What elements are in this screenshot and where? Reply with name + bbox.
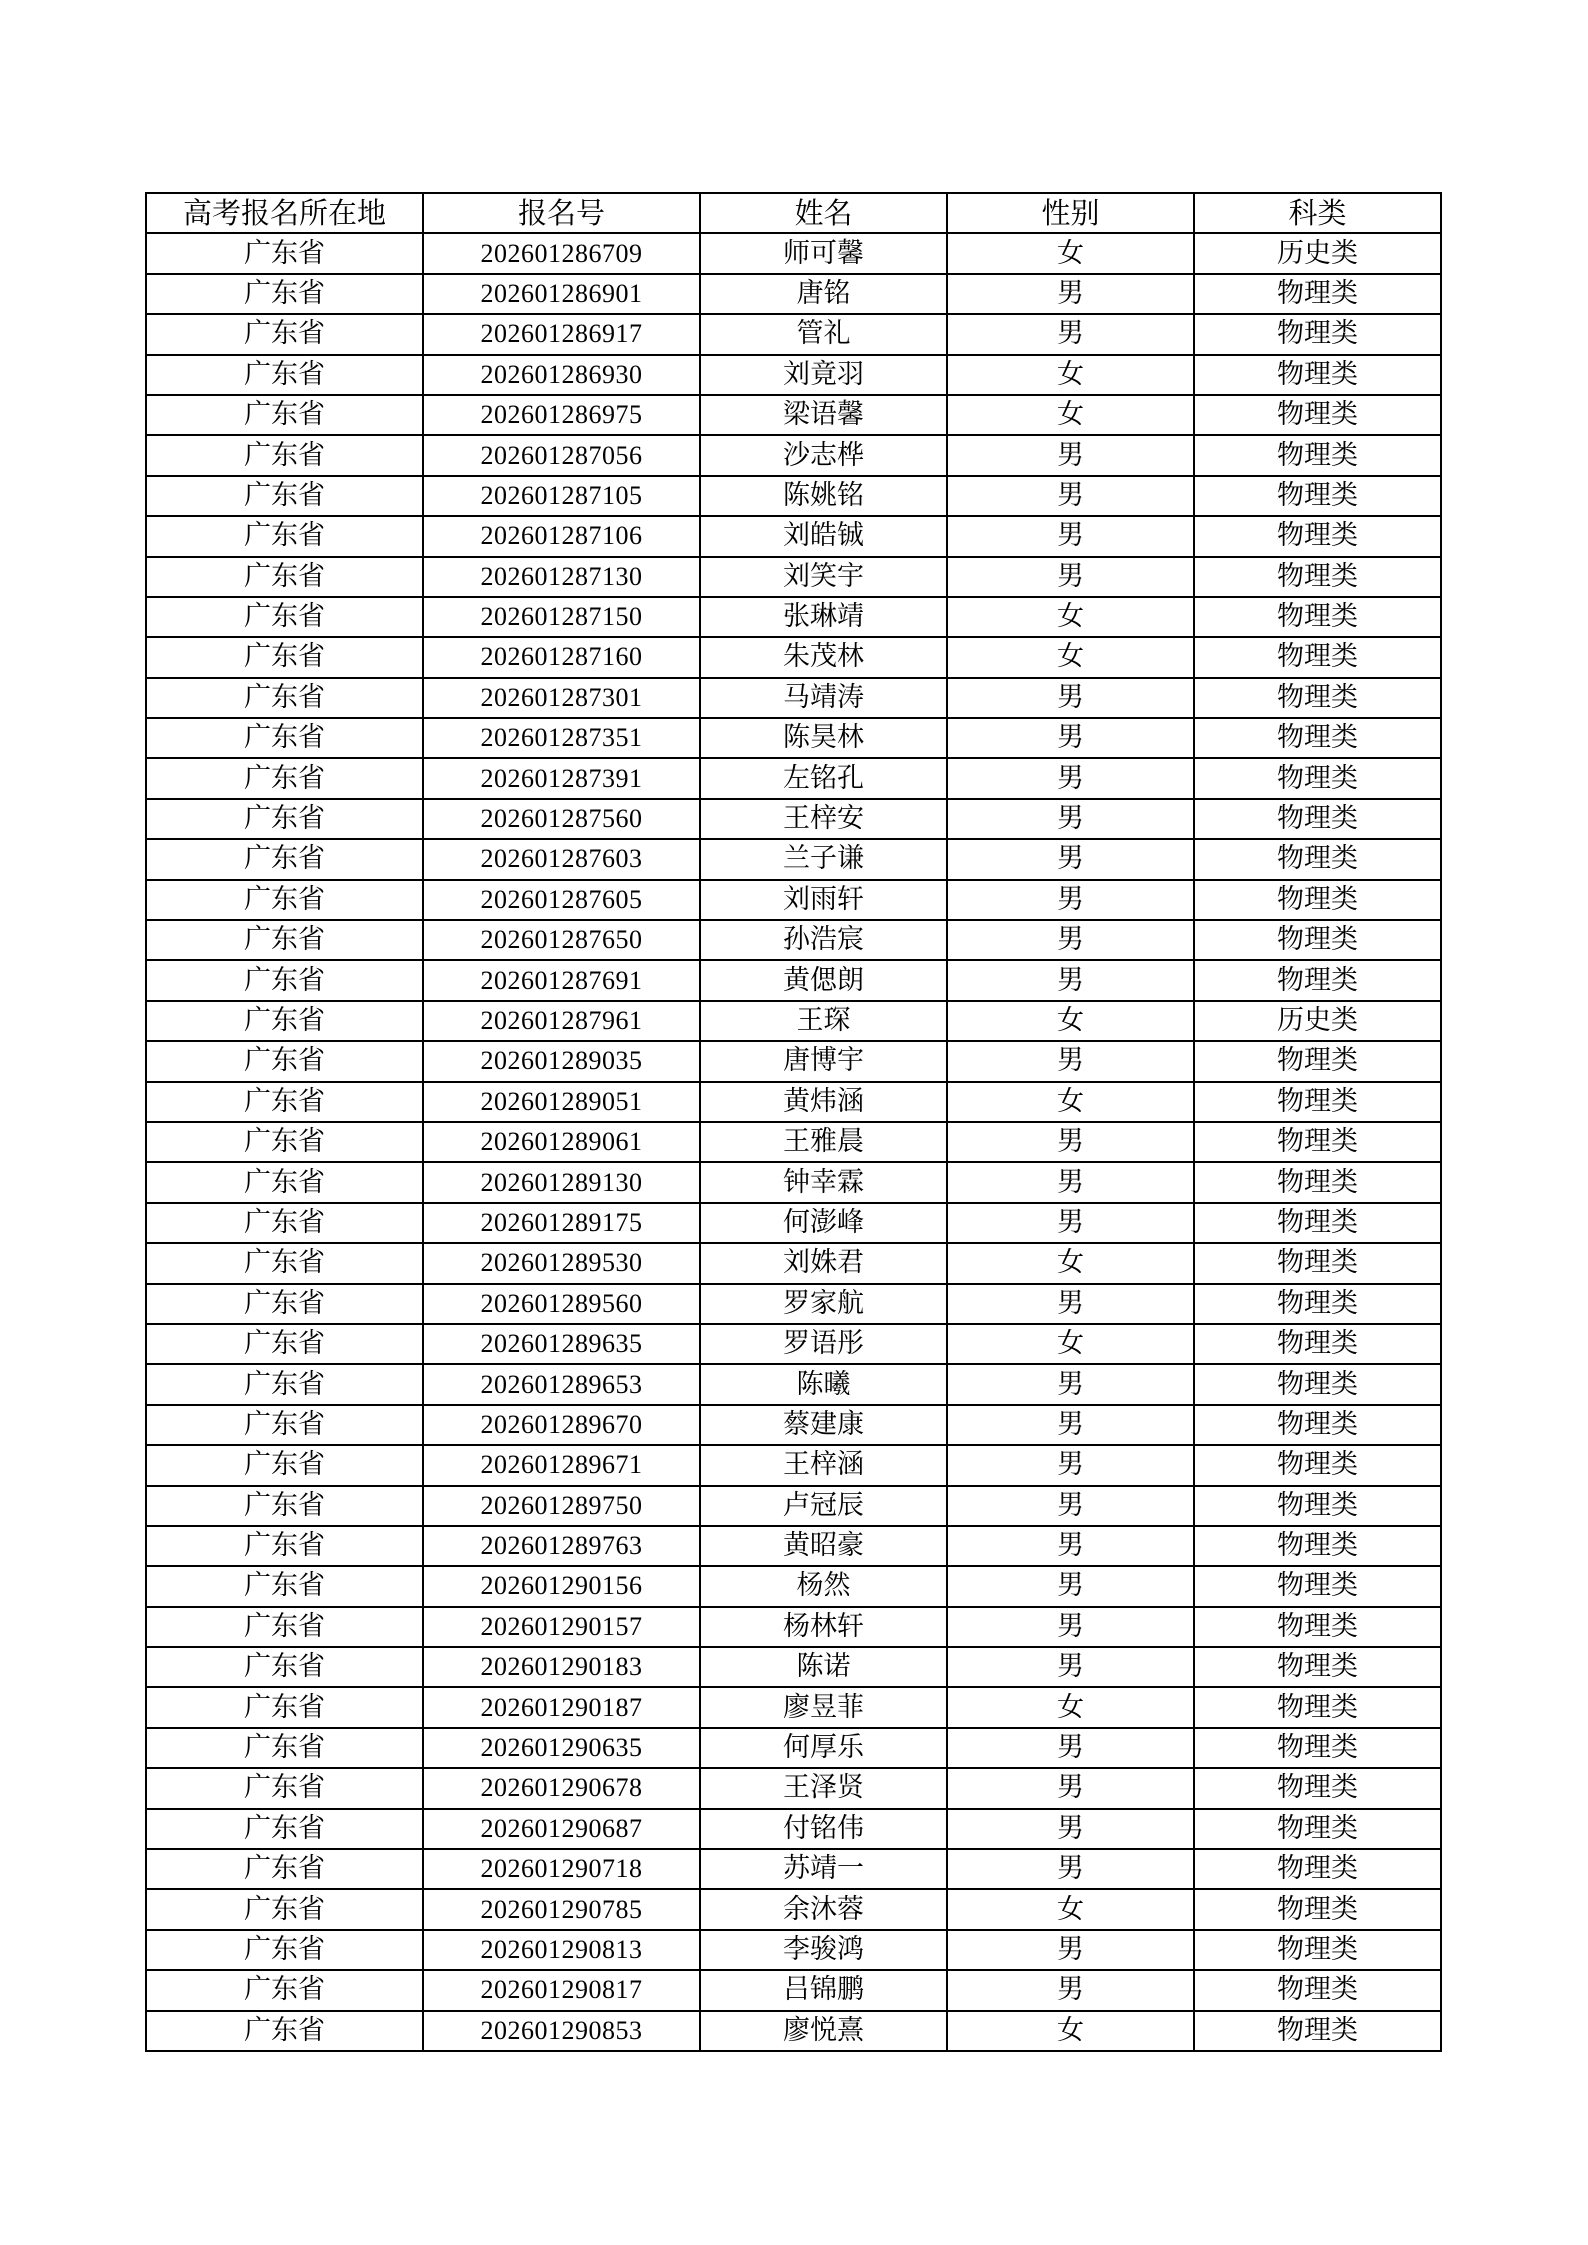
cell-gender: 女: [947, 1082, 1194, 1122]
cell-name: 廖悦熹: [700, 2011, 947, 2051]
table-row: [146, 758, 1441, 798]
cell-registration-number: 202601290817: [423, 1970, 700, 2010]
cell-registration-number: 202601289670: [423, 1405, 700, 1445]
cell-name: 师可馨: [700, 233, 947, 273]
cell-location: 广东省: [146, 1162, 423, 1202]
table-row: [146, 1728, 1441, 1768]
cell-registration-number: 202601287160: [423, 637, 700, 677]
cell-registration-number: 202601287650: [423, 920, 700, 960]
cell-location: 广东省: [146, 758, 423, 798]
cell-subject-category: 物理类: [1194, 960, 1441, 1000]
cell-registration-number: 202601287056: [423, 435, 700, 475]
table-row: [146, 435, 1441, 475]
table-row: [146, 678, 1441, 718]
cell-location: 广东省: [146, 476, 423, 516]
cell-name: 马靖涛: [700, 678, 947, 718]
cell-subject-category: 物理类: [1194, 1284, 1441, 1324]
cell-location: 广东省: [146, 1930, 423, 1970]
cell-location: 广东省: [146, 1445, 423, 1485]
cell-subject-category: 物理类: [1194, 1889, 1441, 1929]
cell-name: 王雅晨: [700, 1122, 947, 1162]
cell-gender: 女: [947, 637, 1194, 677]
table-row: [146, 1970, 1441, 2010]
cell-gender: 男: [947, 758, 1194, 798]
cell-gender: 男: [947, 1162, 1194, 1202]
cell-name: 张琳靖: [700, 597, 947, 637]
cell-gender: 男: [947, 1041, 1194, 1081]
cell-name: 余沐蓉: [700, 1889, 947, 1929]
table-row: [146, 314, 1441, 354]
cell-location: 广东省: [146, 1041, 423, 1081]
cell-registration-number: 202601289175: [423, 1203, 700, 1243]
cell-gender: 男: [947, 1930, 1194, 1970]
cell-gender: 女: [947, 1243, 1194, 1283]
cell-location: 广东省: [146, 1970, 423, 2010]
cell-registration-number: 202601290785: [423, 1889, 700, 1929]
table-row: [146, 1122, 1441, 1162]
table-row: [146, 839, 1441, 879]
cell-name: 吕锦鹏: [700, 1970, 947, 2010]
cell-registration-number: 202601287351: [423, 718, 700, 758]
cell-location: 广东省: [146, 1001, 423, 1041]
cell-subject-category: 物理类: [1194, 1809, 1441, 1849]
cell-subject-category: 物理类: [1194, 1486, 1441, 1526]
table-row: [146, 1687, 1441, 1727]
cell-gender: 男: [947, 799, 1194, 839]
cell-subject-category: 物理类: [1194, 1849, 1441, 1889]
cell-subject-category: 物理类: [1194, 1526, 1441, 1566]
cell-subject-category: 历史类: [1194, 1001, 1441, 1041]
cell-name: 何澎峰: [700, 1203, 947, 1243]
header-subject-category: 科类: [1194, 193, 1441, 233]
cell-registration-number: 202601289560: [423, 1284, 700, 1324]
table-row: [146, 799, 1441, 839]
cell-gender: 男: [947, 880, 1194, 920]
table-row: [146, 355, 1441, 395]
cell-name: 左铭孔: [700, 758, 947, 798]
cell-registration-number: 202601289763: [423, 1526, 700, 1566]
cell-location: 广东省: [146, 1122, 423, 1162]
cell-registration-number: 202601287105: [423, 476, 700, 516]
cell-gender: 男: [947, 1526, 1194, 1566]
cell-registration-number: 202601287961: [423, 1001, 700, 1041]
cell-subject-category: 物理类: [1194, 1203, 1441, 1243]
header-registration-location: 高考报名所在地: [146, 193, 423, 233]
cell-registration-number: 202601290157: [423, 1607, 700, 1647]
cell-gender: 男: [947, 516, 1194, 556]
cell-location: 广东省: [146, 960, 423, 1000]
cell-registration-number: 202601290156: [423, 1566, 700, 1606]
cell-subject-category: 物理类: [1194, 1607, 1441, 1647]
cell-gender: 女: [947, 395, 1194, 435]
cell-registration-number: 202601290687: [423, 1809, 700, 1849]
cell-registration-number: 202601286917: [423, 314, 700, 354]
cell-subject-category: 物理类: [1194, 395, 1441, 435]
cell-gender: 男: [947, 960, 1194, 1000]
cell-gender: 女: [947, 233, 1194, 273]
table-row: [146, 1405, 1441, 1445]
cell-location: 广东省: [146, 637, 423, 677]
cell-subject-category: 物理类: [1194, 799, 1441, 839]
table-row: [146, 1082, 1441, 1122]
cell-name: 陈曦: [700, 1364, 947, 1404]
cell-name: 钟幸霖: [700, 1162, 947, 1202]
cell-gender: 男: [947, 1405, 1194, 1445]
cell-registration-number: 202601287301: [423, 678, 700, 718]
cell-gender: 男: [947, 1849, 1194, 1889]
cell-name: 黄偲朗: [700, 960, 947, 1000]
cell-location: 广东省: [146, 1809, 423, 1849]
table-row: [146, 1041, 1441, 1081]
cell-subject-category: 物理类: [1194, 1324, 1441, 1364]
table-row: [146, 1849, 1441, 1889]
cell-location: 广东省: [146, 1687, 423, 1727]
cell-location: 广东省: [146, 435, 423, 475]
table-row: [146, 1162, 1441, 1202]
table-row: [146, 1647, 1441, 1687]
cell-name: 杨林轩: [700, 1607, 947, 1647]
cell-name: 陈诺: [700, 1647, 947, 1687]
cell-location: 广东省: [146, 1082, 423, 1122]
cell-gender: 女: [947, 2011, 1194, 2051]
cell-subject-category: 物理类: [1194, 839, 1441, 879]
cell-subject-category: 物理类: [1194, 1162, 1441, 1202]
cell-registration-number: 202601287691: [423, 960, 700, 1000]
cell-gender: 男: [947, 1728, 1194, 1768]
cell-registration-number: 202601289061: [423, 1122, 700, 1162]
cell-gender: 男: [947, 1970, 1194, 2010]
cell-registration-number: 202601290853: [423, 2011, 700, 2051]
cell-location: 广东省: [146, 839, 423, 879]
cell-name: 廖昱菲: [700, 1687, 947, 1727]
cell-gender: 女: [947, 597, 1194, 637]
table-header-row: [146, 193, 1441, 233]
cell-name: 何厚乐: [700, 1728, 947, 1768]
cell-subject-category: 物理类: [1194, 1364, 1441, 1404]
cell-subject-category: 物理类: [1194, 597, 1441, 637]
cell-location: 广东省: [146, 2011, 423, 2051]
cell-location: 广东省: [146, 1647, 423, 1687]
cell-gender: 女: [947, 1687, 1194, 1727]
cell-subject-category: 物理类: [1194, 1243, 1441, 1283]
cell-subject-category: 物理类: [1194, 637, 1441, 677]
table-row: [146, 1768, 1441, 1808]
cell-location: 广东省: [146, 1768, 423, 1808]
table-body: [146, 233, 1441, 2051]
cell-location: 广东省: [146, 1486, 423, 1526]
cell-name: 陈姚铭: [700, 476, 947, 516]
cell-registration-number: 202601286901: [423, 274, 700, 314]
cell-gender: 男: [947, 1607, 1194, 1647]
cell-gender: 男: [947, 435, 1194, 475]
cell-location: 广东省: [146, 678, 423, 718]
cell-subject-category: 物理类: [1194, 1687, 1441, 1727]
cell-registration-number: 202601289051: [423, 1082, 700, 1122]
cell-subject-category: 物理类: [1194, 1082, 1441, 1122]
table-row: [146, 1930, 1441, 1970]
cell-name: 沙志桦: [700, 435, 947, 475]
cell-subject-category: 物理类: [1194, 1728, 1441, 1768]
cell-gender: 男: [947, 920, 1194, 960]
table-row: [146, 1364, 1441, 1404]
cell-location: 广东省: [146, 1405, 423, 1445]
table-row: [146, 597, 1441, 637]
cell-location: 广东省: [146, 314, 423, 354]
cell-location: 广东省: [146, 880, 423, 920]
table-row: [146, 1526, 1441, 1566]
cell-subject-category: 物理类: [1194, 557, 1441, 597]
table-row: [146, 516, 1441, 556]
cell-name: 刘竟羽: [700, 355, 947, 395]
cell-registration-number: 202601287150: [423, 597, 700, 637]
cell-subject-category: 物理类: [1194, 1566, 1441, 1606]
cell-location: 广东省: [146, 233, 423, 273]
table-row: [146, 1284, 1441, 1324]
cell-registration-number: 202601289671: [423, 1445, 700, 1485]
cell-name: 王梓涵: [700, 1445, 947, 1485]
cell-name: 刘皓铖: [700, 516, 947, 556]
header-registration-number: 报名号: [423, 193, 700, 233]
cell-location: 广东省: [146, 799, 423, 839]
table-row: [146, 1486, 1441, 1526]
cell-subject-category: 物理类: [1194, 1041, 1441, 1081]
cell-subject-category: 物理类: [1194, 1405, 1441, 1445]
cell-gender: 男: [947, 476, 1194, 516]
cell-registration-number: 202601289635: [423, 1324, 700, 1364]
cell-location: 广东省: [146, 718, 423, 758]
cell-subject-category: 物理类: [1194, 516, 1441, 556]
cell-subject-category: 物理类: [1194, 1970, 1441, 2010]
cell-location: 广东省: [146, 920, 423, 960]
table-row: [146, 920, 1441, 960]
header-gender: 性别: [947, 193, 1194, 233]
table-row: [146, 1566, 1441, 1606]
table-row: [146, 1001, 1441, 1041]
cell-gender: 女: [947, 1001, 1194, 1041]
cell-name: 黄昭豪: [700, 1526, 947, 1566]
cell-location: 广东省: [146, 516, 423, 556]
table-row: [146, 476, 1441, 516]
cell-gender: 男: [947, 678, 1194, 718]
cell-name: 杨然: [700, 1566, 947, 1606]
cell-location: 广东省: [146, 1284, 423, 1324]
cell-subject-category: 物理类: [1194, 880, 1441, 920]
cell-gender: 男: [947, 1445, 1194, 1485]
cell-subject-category: 物理类: [1194, 1930, 1441, 1970]
cell-gender: 女: [947, 1889, 1194, 1929]
table-row: [146, 1445, 1441, 1485]
cell-subject-category: 物理类: [1194, 435, 1441, 475]
cell-name: 王梓安: [700, 799, 947, 839]
cell-name: 孙浩宸: [700, 920, 947, 960]
cell-subject-category: 物理类: [1194, 718, 1441, 758]
cell-registration-number: 202601289035: [423, 1041, 700, 1081]
cell-gender: 女: [947, 1324, 1194, 1364]
cell-registration-number: 202601286930: [423, 355, 700, 395]
cell-registration-number: 202601290718: [423, 1849, 700, 1889]
cell-location: 广东省: [146, 1566, 423, 1606]
cell-registration-number: 202601287603: [423, 839, 700, 879]
cell-gender: 男: [947, 1364, 1194, 1404]
cell-registration-number: 202601290813: [423, 1930, 700, 1970]
table-row: [146, 1324, 1441, 1364]
cell-location: 广东省: [146, 1243, 423, 1283]
table-row: [146, 1809, 1441, 1849]
table-row: [146, 2011, 1441, 2051]
cell-name: 蔡建康: [700, 1405, 947, 1445]
table-row: [146, 395, 1441, 435]
cell-location: 广东省: [146, 1849, 423, 1889]
cell-name: 管礼: [700, 314, 947, 354]
table-row: [146, 233, 1441, 273]
cell-location: 广东省: [146, 395, 423, 435]
cell-location: 广东省: [146, 1728, 423, 1768]
cell-name: 王泽贤: [700, 1768, 947, 1808]
cell-subject-category: 物理类: [1194, 1768, 1441, 1808]
cell-gender: 男: [947, 1122, 1194, 1162]
cell-registration-number: 202601289130: [423, 1162, 700, 1202]
cell-location: 广东省: [146, 274, 423, 314]
cell-registration-number: 202601287560: [423, 799, 700, 839]
cell-registration-number: 202601286975: [423, 395, 700, 435]
cell-name: 刘雨轩: [700, 880, 947, 920]
cell-name: 黄炜涵: [700, 1082, 947, 1122]
cell-location: 广东省: [146, 597, 423, 637]
table-row: [146, 274, 1441, 314]
cell-name: 苏靖一: [700, 1849, 947, 1889]
cell-gender: 男: [947, 1486, 1194, 1526]
cell-location: 广东省: [146, 1324, 423, 1364]
cell-subject-category: 物理类: [1194, 2011, 1441, 2051]
cell-gender: 男: [947, 274, 1194, 314]
cell-name: 兰子谦: [700, 839, 947, 879]
table-row: [146, 960, 1441, 1000]
table-header: [146, 193, 1441, 233]
cell-location: 广东省: [146, 1526, 423, 1566]
cell-registration-number: 202601289653: [423, 1364, 700, 1404]
cell-gender: 男: [947, 1284, 1194, 1324]
admission-roster-table: [145, 192, 1442, 2052]
cell-subject-category: 物理类: [1194, 1445, 1441, 1485]
table-row: [146, 1889, 1441, 1929]
cell-gender: 男: [947, 1203, 1194, 1243]
cell-subject-category: 物理类: [1194, 920, 1441, 960]
table-row: [146, 880, 1441, 920]
cell-registration-number: 202601287605: [423, 880, 700, 920]
cell-subject-category: 物理类: [1194, 274, 1441, 314]
cell-name: 唐铭: [700, 274, 947, 314]
cell-subject-category: 物理类: [1194, 476, 1441, 516]
cell-name: 王琛: [700, 1001, 947, 1041]
cell-subject-category: 物理类: [1194, 1647, 1441, 1687]
cell-location: 广东省: [146, 1203, 423, 1243]
cell-gender: 男: [947, 314, 1194, 354]
cell-gender: 男: [947, 1809, 1194, 1849]
cell-name: 刘笑宇: [700, 557, 947, 597]
header-name: 姓名: [700, 193, 947, 233]
cell-name: 李骏鸿: [700, 1930, 947, 1970]
cell-subject-category: 物理类: [1194, 314, 1441, 354]
table-row: [146, 557, 1441, 597]
table-row: [146, 1607, 1441, 1647]
cell-location: 广东省: [146, 1364, 423, 1404]
cell-name: 陈昊林: [700, 718, 947, 758]
cell-registration-number: 202601286709: [423, 233, 700, 273]
cell-registration-number: 202601287391: [423, 758, 700, 798]
cell-gender: 男: [947, 1768, 1194, 1808]
cell-name: 梁语馨: [700, 395, 947, 435]
cell-name: 罗语彤: [700, 1324, 947, 1364]
cell-subject-category: 物理类: [1194, 1122, 1441, 1162]
table-row: [146, 637, 1441, 677]
cell-location: 广东省: [146, 1607, 423, 1647]
cell-subject-category: 物理类: [1194, 355, 1441, 395]
cell-subject-category: 历史类: [1194, 233, 1441, 273]
cell-location: 广东省: [146, 355, 423, 395]
cell-gender: 女: [947, 355, 1194, 395]
cell-name: 付铭伟: [700, 1809, 947, 1849]
cell-name: 唐博宇: [700, 1041, 947, 1081]
cell-gender: 男: [947, 839, 1194, 879]
cell-name: 卢冠辰: [700, 1486, 947, 1526]
table-row: [146, 1203, 1441, 1243]
cell-gender: 男: [947, 1647, 1194, 1687]
cell-location: 广东省: [146, 1889, 423, 1929]
cell-registration-number: 202601290187: [423, 1687, 700, 1727]
cell-registration-number: 202601289530: [423, 1243, 700, 1283]
cell-gender: 男: [947, 718, 1194, 758]
table-row: [146, 718, 1441, 758]
cell-gender: 男: [947, 1566, 1194, 1606]
cell-registration-number: 202601287106: [423, 516, 700, 556]
cell-name: 刘姝君: [700, 1243, 947, 1283]
cell-name: 罗家航: [700, 1284, 947, 1324]
cell-name: 朱茂林: [700, 637, 947, 677]
cell-gender: 男: [947, 557, 1194, 597]
cell-registration-number: 202601289750: [423, 1486, 700, 1526]
cell-registration-number: 202601287130: [423, 557, 700, 597]
cell-subject-category: 物理类: [1194, 758, 1441, 798]
cell-registration-number: 202601290183: [423, 1647, 700, 1687]
cell-registration-number: 202601290678: [423, 1768, 700, 1808]
cell-registration-number: 202601290635: [423, 1728, 700, 1768]
cell-location: 广东省: [146, 557, 423, 597]
cell-subject-category: 物理类: [1194, 678, 1441, 718]
table-row: [146, 1243, 1441, 1283]
